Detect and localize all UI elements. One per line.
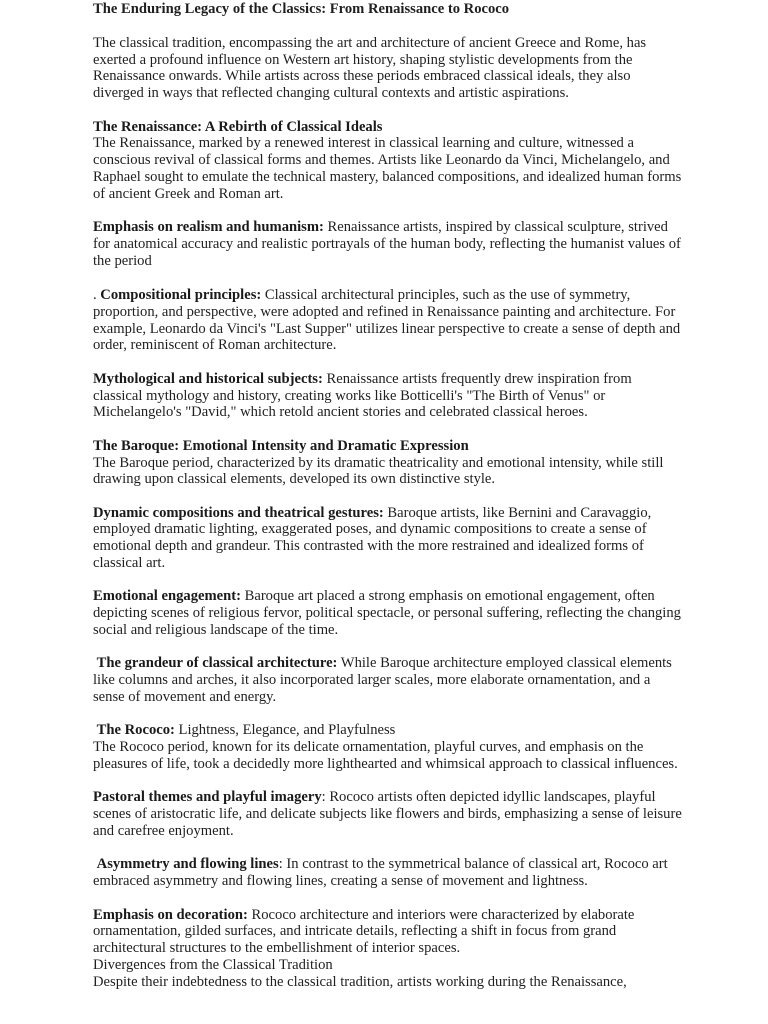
point-text: : Rococo artists often depicted idyllic landscapes, playful scenes of aristocratic life, and delicate subjects like flowers and birds, emphasizing a sense of leisure and carefree enjoyment. bbox=[93, 789, 682, 840]
divergences-body: Despite their indebtedness to the classical tradition, artists working during the Renaissance, bbox=[93, 973, 627, 990]
rococo-heading-rest: Lightness, Elegance, and Playfulness bbox=[174, 722, 396, 739]
point-label: Pastoral themes and playful imagery bbox=[93, 789, 322, 806]
point-text: Classical architectural principles, such as the use of symmetry, proportion, and perspective, were adopted and refined in Renaissance painting and architecture. For example, Leonardo da Vinci's "Last Supper" utilizes linear perspective to create a sense of depth and order, reminiscent of Roman architecture. bbox=[93, 286, 681, 354]
baroque-point bbox=[93, 588, 683, 638]
renaissance-body: The Renaissance, marked by a renewed interest in classical learning and culture, witnessed a conscious revival of classical forms and themes. Artists like Leonardo da Vinci, Michelangelo, and Raphael sought to emulate the technical mastery, balanced compositions, and idealized human forms of ancient Greek and Roman art. bbox=[93, 135, 682, 202]
renaissance-point bbox=[93, 371, 683, 421]
point-text: Baroque artists, like Bernini and Caravaggio, employed dramatic lighting, exaggerated poses, and dynamic compositions to create a sense of emotional depth and grandeur. This contrasted with the more restrained and idealized forms of classical art. bbox=[93, 504, 652, 572]
rococo-section bbox=[93, 722, 683, 772]
point-label: Emotional engagement: bbox=[93, 588, 241, 605]
rococo-heading-bold: The Rococo: bbox=[96, 722, 175, 739]
baroque-section bbox=[93, 438, 683, 488]
point-label: Mythological and historical subjects: bbox=[93, 370, 323, 387]
baroque-point bbox=[93, 655, 683, 705]
baroque-heading: The Baroque: Emotional Intensity and Dramatic Expression bbox=[93, 437, 469, 454]
rococo-point bbox=[93, 856, 683, 890]
point-label: Emphasis on decoration: bbox=[93, 906, 248, 923]
intro-paragraph: The classical tradition, encompassing the art and architecture of ancient Greece and Rome, has exerted a profound influence on Western art history, shaping stylistic developments from the Renaissance onwards. While artists across these periods embraced classical ideals, they also diverged in ways that reflected changing cultural contexts and artistic aspirations. bbox=[93, 34, 647, 102]
point-label: Asymmetry and flowing lines bbox=[96, 856, 279, 873]
point-text: Renaissance artists frequently drew inspiration from classical mythology and history, creating works like Botticelli's "The Birth of Venus" or Michelangelo's "David," which retold ancient stories and celebrated classical heroes. bbox=[93, 370, 632, 421]
section-heading bbox=[93, 438, 683, 455]
document-page bbox=[93, 0, 683, 991]
point-label: Emphasis on realism and humanism: bbox=[93, 219, 324, 236]
point-text: : In contrast to the symmetrical balance of classical art, Rococo art embraced asymmetry and flowing lines, creating a sense of movement and lightness. bbox=[93, 856, 668, 890]
renaissance-heading: The Renaissance: A Rebirth of Classical Ideals bbox=[93, 118, 383, 135]
rococo-point bbox=[93, 907, 683, 957]
baroque-point bbox=[93, 505, 683, 572]
point-text: Rococo architecture and interiors were characterized by elaborate ornamentation, gilded surfaces, and intricate details, reflecting a shift in focus from grand architectural structures to the embellishment of interior spaces. bbox=[93, 906, 635, 957]
rococo-point bbox=[93, 789, 683, 839]
point-label: The grandeur of classical architecture: bbox=[96, 655, 338, 672]
rococo-body: The Rococo period, known for its delicate ornamentation, playful curves, and emphasis on the pleasures of life, took a decidedly more lighthearted and whimsical approach to classical influences. bbox=[93, 739, 678, 773]
baroque-body: The Baroque period, characterized by its dramatic theatricality and emotional intensity, while still drawing upon classical elements, developed its own distinctive style. bbox=[93, 454, 664, 488]
section-heading bbox=[93, 119, 683, 136]
renaissance-section bbox=[93, 119, 683, 203]
document-title: The Enduring Legacy of the Classics: From Renaissance to Rococo bbox=[93, 1, 510, 17]
renaissance-point bbox=[93, 219, 683, 269]
point-text: While Baroque architecture employed classical elements like columns and arches, it also incorporated larger scales, more elaborate ornamentation, and a sense of movement and energy. bbox=[93, 655, 672, 706]
point-prefix: . bbox=[93, 286, 101, 303]
section-heading bbox=[93, 722, 683, 739]
point-text: Renaissance artists, inspired by classical sculpture, strived for anatomical accuracy and realistic portrayals of the human body, reflecting the humanist values of the period bbox=[93, 219, 681, 269]
divergences-heading: Divergences from the Classical Tradition bbox=[93, 956, 333, 973]
point-text: Baroque art placed a strong emphasis on emotional engagement, often depicting scenes of religious fervor, political spectacle, or personal suffering, reflecting the changing social and religious landscape of the time. bbox=[93, 588, 681, 639]
point-label: Dynamic compositions and theatrical gestures: bbox=[93, 504, 384, 521]
renaissance-point bbox=[93, 287, 683, 354]
point-label: Compositional principles: bbox=[100, 286, 262, 303]
